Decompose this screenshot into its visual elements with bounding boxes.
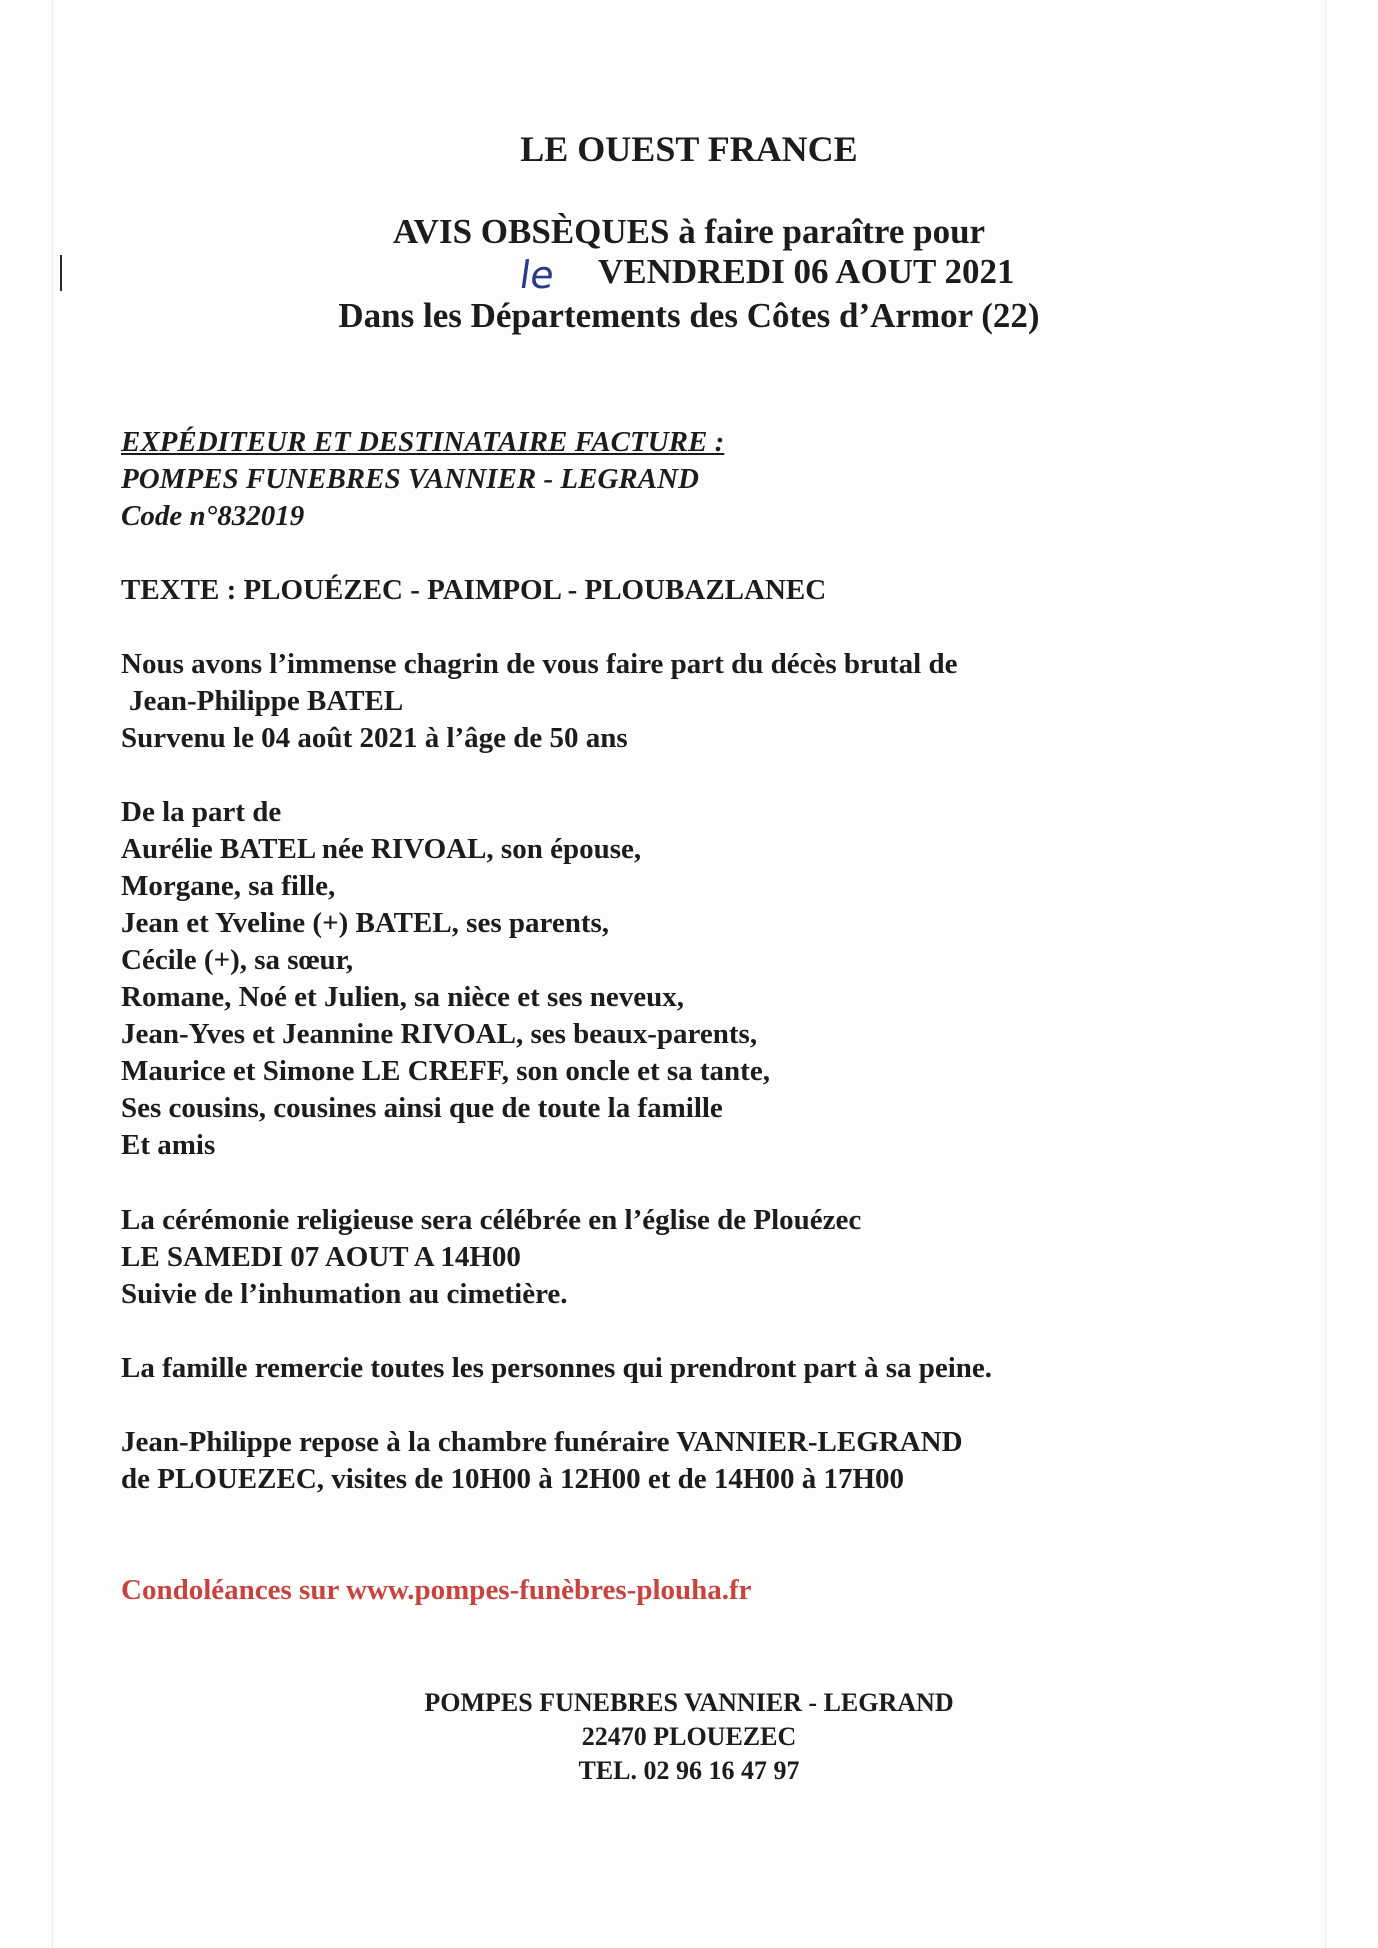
ceremony-line: Suivie de l’inhumation au cimetière. bbox=[121, 1278, 568, 1310]
announcement-line: Nous avons l’immense chagrin de vous faire part du décès brutal de bbox=[121, 648, 958, 680]
thanks-line: La famille remercie toutes les personnes qui prendront part à sa peine. bbox=[121, 1352, 993, 1384]
scan-edge bbox=[52, 0, 53, 1948]
margin-mark bbox=[60, 255, 62, 291]
texte-locations: TEXTE : PLOUÉZEC - PAIMPOL - PLOUBAZLANEC bbox=[121, 574, 827, 606]
ceremony-line: LE SAMEDI 07 AOUT A 14H00 bbox=[121, 1241, 521, 1273]
footer-company: POMPES FUNEBRES VANNIER - LEGRAND bbox=[424, 1688, 954, 1717]
sender-label: EXPÉDITEUR ET DESTINATAIRE FACTURE : bbox=[121, 426, 725, 458]
visitation-line: de PLOUEZEC, visites de 10H00 à 12H00 et de 14H00 à 17H00 bbox=[121, 1463, 904, 1495]
visitation-block bbox=[121, 1424, 963, 1498]
footer-phone: TEL. 02 96 16 47 97 bbox=[578, 1756, 800, 1785]
department-line: Dans les Départements des Côtes d’Armor (22) bbox=[338, 296, 1040, 335]
family-line: Jean-Yves et Jeannine RIVOAL, ses beaux-parents, bbox=[121, 1018, 758, 1050]
deceased-name: Jean-Philippe BATEL bbox=[129, 685, 404, 717]
sender-code: Code n°832019 bbox=[121, 500, 305, 532]
family-line: De la part de bbox=[121, 796, 282, 828]
sender-name: POMPES FUNEBRES VANNIER - LEGRAND bbox=[121, 463, 699, 495]
family-list bbox=[121, 794, 770, 1164]
family-line: Aurélie BATEL née RIVOAL, son épouse, bbox=[121, 833, 642, 865]
family-line: Ses cousins, cousines ainsi que de toute la famille bbox=[121, 1092, 723, 1124]
family-line: Jean et Yveline (+) BATEL, ses parents, bbox=[121, 907, 610, 939]
publication-date: VENDREDI 06 AOUT 2021 bbox=[598, 252, 1015, 291]
notice-line: AVIS OBSÈQUES à faire paraître pour bbox=[392, 212, 986, 251]
footer-address: 22470 PLOUEZEC bbox=[581, 1722, 797, 1751]
announcement-date: Survenu le 04 août 2021 à l’âge de 50 ans bbox=[121, 722, 628, 754]
family-line: Romane, Noé et Julien, sa nièce et ses neveux, bbox=[121, 981, 684, 1013]
newspaper-title: LE OUEST FRANCE bbox=[520, 129, 858, 169]
family-line: Morgane, sa fille, bbox=[121, 870, 336, 902]
scan-edge bbox=[1325, 0, 1326, 1948]
family-line: Et amis bbox=[121, 1129, 216, 1161]
ceremony-line: La cérémonie religieuse sera célébrée en l’église de Plouézec bbox=[121, 1204, 862, 1236]
handwritten-note: le bbox=[516, 253, 558, 297]
condolences-link[interactable]: Condoléances sur www.pompes-funèbres-plouha.fr bbox=[121, 1574, 752, 1606]
family-line: Maurice et Simone LE CREFF, son oncle et sa tante, bbox=[121, 1055, 770, 1087]
family-line: Cécile (+), sa sœur, bbox=[121, 944, 354, 976]
ceremony-block bbox=[121, 1202, 861, 1313]
visitation-line: Jean-Philippe repose à la chambre funéraire VANNIER-LEGRAND bbox=[121, 1426, 963, 1458]
